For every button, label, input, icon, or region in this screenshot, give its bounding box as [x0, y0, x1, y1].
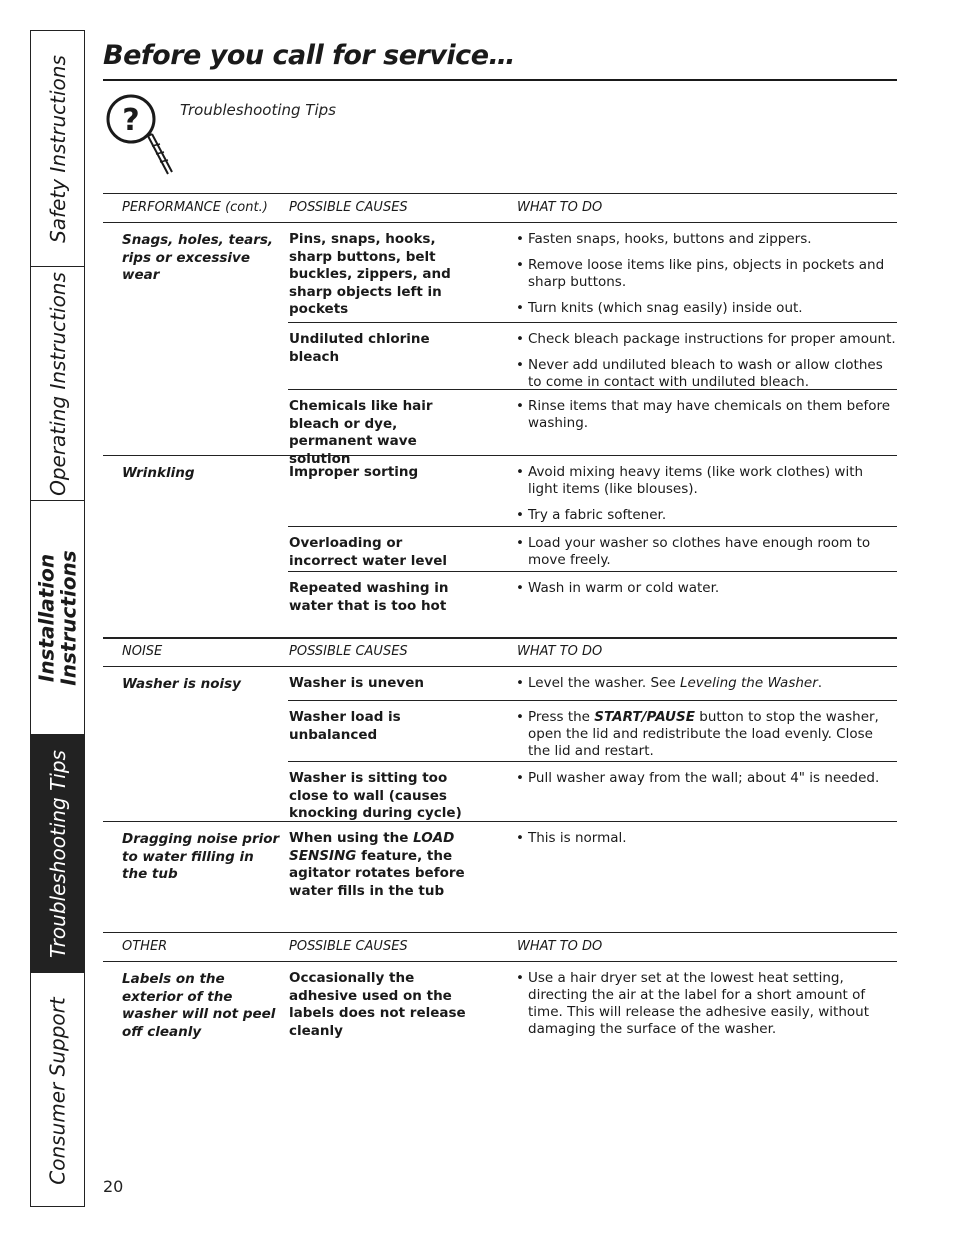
tab-label-line-1: Installation	[34, 553, 59, 682]
cause-row	[288, 667, 897, 700]
tab-label: Operating Instructions	[45, 271, 70, 496]
action-item: • Level the washer. See Leveling the Washer.	[516, 675, 896, 692]
cause-row	[288, 223, 897, 322]
cause-row	[288, 962, 897, 1062]
cause-row	[288, 456, 897, 526]
tab-label	[36, 550, 80, 685]
problem-group	[103, 456, 897, 639]
cause-text: Improper sorting	[289, 464, 419, 480]
action-item: • Load your washer so clothes have enough room to move freely.	[516, 535, 896, 569]
action-list	[516, 970, 886, 1047]
problem-label: Washer is noisy	[122, 676, 241, 692]
action-list	[516, 675, 896, 701]
action-list	[516, 580, 896, 606]
svg-text:?: ?	[122, 103, 140, 138]
action-list	[516, 709, 896, 769]
other-section	[103, 932, 897, 1062]
tab-operating-instructions[interactable]	[31, 267, 84, 501]
table-header	[103, 193, 897, 223]
problem-label: Snags, holes, tears, rips or excessive wear	[122, 232, 274, 283]
problem-group	[103, 223, 897, 467]
table-header	[103, 932, 897, 962]
cause-text: Undiluted chlorine bleach	[289, 331, 430, 365]
header-what-to-do: WHAT TO DO	[517, 200, 603, 215]
action-item: • Never add undiluted bleach to wash or allow clothes to come in contact with undiluted bleach.	[516, 357, 896, 391]
tab-installation-instructions[interactable]	[31, 501, 84, 735]
cause-row	[288, 322, 897, 389]
cause-row	[288, 389, 897, 467]
header-possible-causes: POSSIBLE CAUSES	[289, 644, 408, 659]
header-possible-causes: POSSIBLE CAUSES	[289, 200, 408, 215]
cause-row	[288, 571, 897, 638]
leveling-reference: Leveling the Washer	[679, 675, 818, 691]
tab-consumer-support[interactable]	[31, 973, 84, 1208]
action-list	[516, 398, 896, 441]
title-divider	[103, 79, 897, 81]
cause-text: Washer is sitting too close to wall (causes knocking during cycle)	[289, 770, 462, 821]
cause-text: Washer is uneven	[289, 675, 424, 691]
action-item: • Try a fabric softener.	[516, 507, 896, 524]
cause-row	[288, 761, 897, 823]
action-item: • Use a hair dryer set at the lowest heat setting, directing the air at the label for a short amount of time. This will release the adhesive easily, without damaging the surface of the washer.	[516, 970, 886, 1038]
header-what-to-do: WHAT TO DO	[517, 644, 603, 659]
tab-label: Troubleshooting Tips	[45, 749, 70, 958]
start-pause-reference: START/PAUSE	[594, 709, 695, 725]
header-problem: NOISE	[122, 644, 163, 659]
problem-group	[103, 822, 897, 932]
performance-section	[103, 193, 897, 639]
cause-text: Chemicals like hair bleach or dye, permanent wave solution	[289, 398, 433, 467]
cause-text: Overloading or incorrect water level	[289, 535, 448, 569]
action-list	[516, 830, 896, 856]
problem-label: Labels on the exterior of the washer will not peel off cleanly	[122, 971, 276, 1040]
question-mark-magnifier-icon	[104, 94, 174, 180]
problem-group	[103, 667, 897, 822]
page-title: Before you call for service…	[103, 40, 516, 71]
cause-row	[288, 526, 897, 571]
load-sensing-reference: LOAD SENSING	[289, 830, 455, 864]
tab-safety-instructions[interactable]	[31, 31, 84, 267]
tab-troubleshooting-tips[interactable]	[31, 735, 84, 973]
action-list	[516, 231, 896, 326]
header-possible-causes: POSSIBLE CAUSES	[289, 939, 408, 954]
action-item: • Check bleach package instructions for proper amount.	[516, 331, 896, 348]
action-item: • Press the START/PAUSE button to stop the washer, open the lid and redistribute the load evenly. Close the lid and restart.	[516, 709, 896, 760]
cause-row	[288, 822, 897, 932]
cause-text: When using the LOAD SENSING feature, the agitator rotates before water fills in the tub	[289, 830, 465, 899]
cause-text: Occasionally the adhesive used on the labels does not release cleanly	[289, 970, 466, 1039]
action-item: • Remove loose items like pins, objects in pockets and sharp buttons.	[516, 257, 896, 291]
action-item: • Pull washer away from the wall; about 4" is needed.	[516, 770, 896, 787]
action-item: • Wash in warm or cold water.	[516, 580, 896, 597]
page-subtitle: Troubleshooting Tips	[180, 101, 336, 119]
action-item: • Turn knits (which snag easily) inside out.	[516, 300, 896, 317]
action-item: • Fasten snaps, hooks, buttons and zippers.	[516, 231, 896, 248]
action-list	[516, 770, 896, 796]
action-item: • This is normal.	[516, 830, 896, 847]
action-item: • Avoid mixing heavy items (like work clothes) with light items (like blouses).	[516, 464, 896, 498]
cause-row	[288, 700, 897, 761]
noise-section	[103, 637, 897, 932]
action-item: • Rinse items that may have chemicals on them before washing.	[516, 398, 896, 432]
tab-label: Consumer Support	[45, 996, 70, 1185]
table-header	[103, 637, 897, 667]
cause-text: Repeated washing in water that is too hot	[289, 580, 449, 614]
header-problem: PERFORMANCE (cont.)	[122, 200, 268, 215]
action-list	[516, 464, 896, 533]
tab-label-line-2: Instructions	[56, 549, 81, 686]
header-what-to-do: WHAT TO DO	[517, 939, 603, 954]
header-problem: OTHER	[122, 939, 168, 954]
problem-group	[103, 962, 897, 1062]
cause-text: Pins, snaps, hooks, sharp buttons, belt buckles, zippers, and sharp objects left in pockets	[289, 231, 451, 317]
section-tabs	[30, 30, 85, 1207]
cause-text: Washer load is unbalanced	[289, 709, 401, 743]
problem-label: Wrinkling	[122, 465, 195, 481]
page-number: 20	[103, 1177, 124, 1196]
tab-label: Safety Instructions	[45, 54, 70, 243]
problem-label: Dragging noise prior to water filling in the tub	[122, 831, 280, 882]
